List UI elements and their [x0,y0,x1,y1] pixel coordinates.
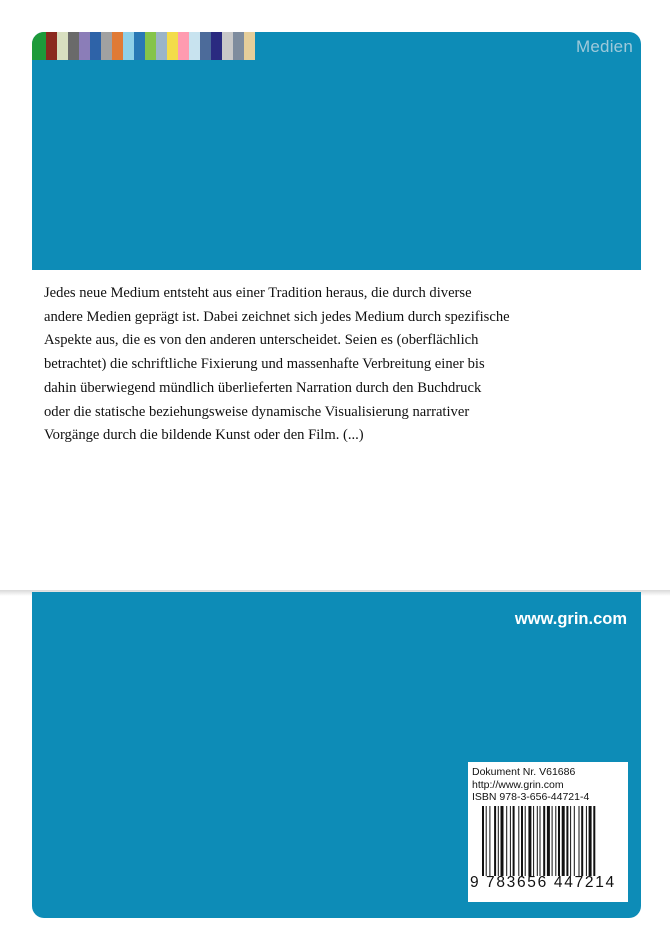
color-stripe [68,32,79,60]
ean-digits: 783656 447214 [486,874,616,891]
color-stripe [112,32,123,60]
publisher-website[interactable]: www.grin.com [514,610,627,628]
publisher-url: http://www.grin.com [472,778,564,791]
blurb-line: Jedes neue Medium entsteht aus einer Tradition heraus, die durch diverse [44,285,472,301]
blurb-line: dahin überwiegend mündlich überlieferten Narration durch den Buchdruck [44,379,482,396]
isbn: ISBN 978-3-656-44721-4 [472,791,590,803]
color-stripe [145,32,156,60]
color-stripe [90,32,101,60]
color-stripe [222,32,233,60]
color-stripe [46,32,57,60]
color-stripe [200,32,211,60]
blurb-line: Vorgänge durch die bildende Kunst oder den Film. (...) [44,427,364,444]
color-stripe [178,32,189,60]
color-stripe [189,32,200,60]
color-stripe [123,32,134,60]
color-stripe [156,32,167,60]
blurb-line: andere Medien geprägt ist. Dabei zeichnet sich jedes Medium durch spezifische [44,308,510,325]
ean-first-digit: 9 [470,874,480,891]
document-number: Dokument Nr. V61686 [472,766,576,778]
color-stripe [167,32,178,60]
color-stripe [134,32,145,60]
cover-bottom-panel [32,592,641,918]
color-stripe [79,32,90,60]
color-stripes [32,32,255,60]
blurb-line: Aspekte aus, die es von den anderen unterscheidet. Seien es (oberflächlich [44,332,479,349]
cover-top-panel [32,32,641,270]
color-stripe [244,32,255,60]
barcode-icon [482,806,622,876]
barcode-box [468,762,628,902]
blurb-line: oder die statische beziehungsweise dynamische Visualisierung narrativer [44,403,470,420]
color-stripe [211,32,222,60]
color-stripe [32,32,46,60]
book-blurb [44,282,614,448]
color-stripe [233,32,244,60]
blurb-line: betrachtet) die schriftliche Fixierung und massenhafte Verbreitung einer bis [44,356,485,373]
color-stripe [57,32,68,60]
category-label: Medien [576,37,633,56]
book-metadata [472,766,589,804]
color-stripe [101,32,112,60]
